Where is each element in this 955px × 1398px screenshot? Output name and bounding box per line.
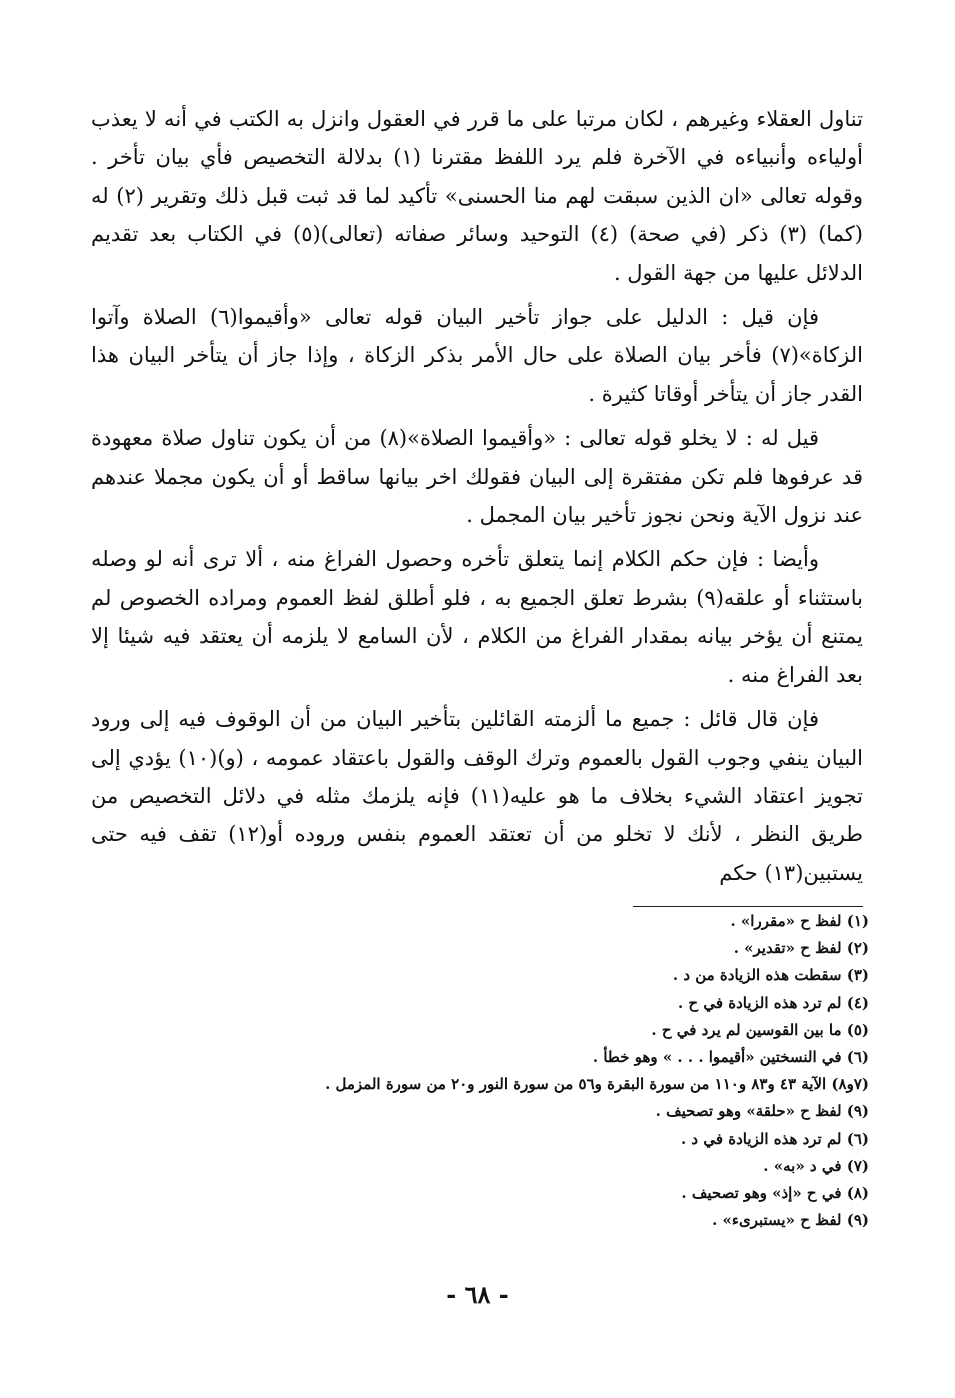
paragraph: فإن قيل : الدليل على جواز تأخير البيان قوله تعالى «وأقيموا(٦) الصلاة وآتوا الزكاة»(٧) فأخر بيان الصلاة على حال الأمر بذكر الزكاة ، وإذا جاز أن يتأخر البيان هذا القدر جاز أن يتأخر أوقاتا كثيرة . [91, 305, 863, 406]
footnote: (٣) سقطت هذه الزيادة من د . [672, 966, 869, 985]
footnotes [229, 908, 869, 1234]
paragraph: تناول العقلاء وغيرهم ، لكان مرتبا على ما قرر في العقول وانزل به الكتب في أنه لا يعذب أولياءه وأنبياءه في الآخرة فلم يرد اللفظ مقترنا (١) بدلالة التخصيص فأي بيان تأخر . وقوله تعالى «ان الذين سبقت لهم منا الحسنى» تأكيد لما قد ثبت قبل ذلك وتقرير (٢) له (كما) (٣) ذكر (في صحة) (٤) التوحيد وسائر صفاته (تعالى)(٥) في الكتاب بعد تقديم الدلائل عليها من جهة القول . [91, 107, 864, 285]
footnote: (٨) في ح «إذ» وهو تصحيف . [681, 1184, 869, 1203]
footnote: (٩) لفظ ح «يستبرىء» . [712, 1211, 869, 1230]
footnote: (١) لفظ ح «مقررا» . [730, 912, 869, 930]
footnote: (٦) لم ترد هذه الزيادة في د . [680, 1129, 869, 1148]
footnote: (٢) لفظ ح «تقدير» . [733, 939, 869, 958]
page-number: - ٦٨ - [446, 1280, 509, 1309]
footnote: (٤) لم ترد هذه الزيادة في ح . [677, 993, 869, 1012]
footnote: (٧و٨) الآية ٤٣ و٨٣ و١١٠ من سورة البقرة و٥٦ من سورة النور و٢٠ من سورة المزمل . [325, 1075, 869, 1094]
paragraph: فإن قال قائل : جميع ما ألزمته القائلين بتأخير البيان من أن الوقوف فيه إلى ورود البيان ينفي وجوب القول بالعموم وترك الوقف والقول باعتقاد عمومه ، (و)(١٠) يؤدي إلى تجويز اعتقاد الشيء بخلاف ما هو عليه(١١) فإنه يلزمك مثله في دلائل التخصيص من طريق النظر ، لأنك لا تخلو من أن تعتقد العموم بنفس وروده أو(١٢) تقف فيه حتى يستبين(١٣) حكم [91, 707, 863, 885]
paragraph: قيل له : لا يخلو قوله تعالى : «وأقيموا الصلاة»(٨) من أن يكون تناول صلاة معهودة قد عرفوها فلم تكن مفتقرة إلى البيان فقولك اخر بيانها ساقط أو أن يكون مجملا عندهم عند نزول الآية ونحن نجوز تأخير بيان المجمل . [91, 426, 863, 528]
main-text [91, 100, 863, 898]
footnote: (٧) في د «به» . [763, 1156, 869, 1175]
footnote: (٩) لفظ ح «حلقة» وهو تصحيف . [655, 1102, 869, 1121]
footnote: (٥) ما بين القوسين لم يرد في ح . [651, 1020, 869, 1039]
paragraph: وأيضا : فإن حكم الكلام إنما يتعلق تأخره وحصول الفراغ منه ، ألا ترى أنه لو وصله باستثناء أو علقه(٩) بشرط تعلق الجميع به ، فلو أطلق لفظ العموم ومراده الخصوص لم يمتنع أن يؤخر بيانه بمقدار الفراغ من الكلام ، لأن السامع لا يلزمه أن يعتقد فيه شيئا إلا بعد الفراغ منه . [91, 547, 863, 687]
footnote: (٦) في النسختين «أقيموا . . . » وهو خطأ . [592, 1048, 869, 1067]
footnote-separator [633, 906, 863, 907]
